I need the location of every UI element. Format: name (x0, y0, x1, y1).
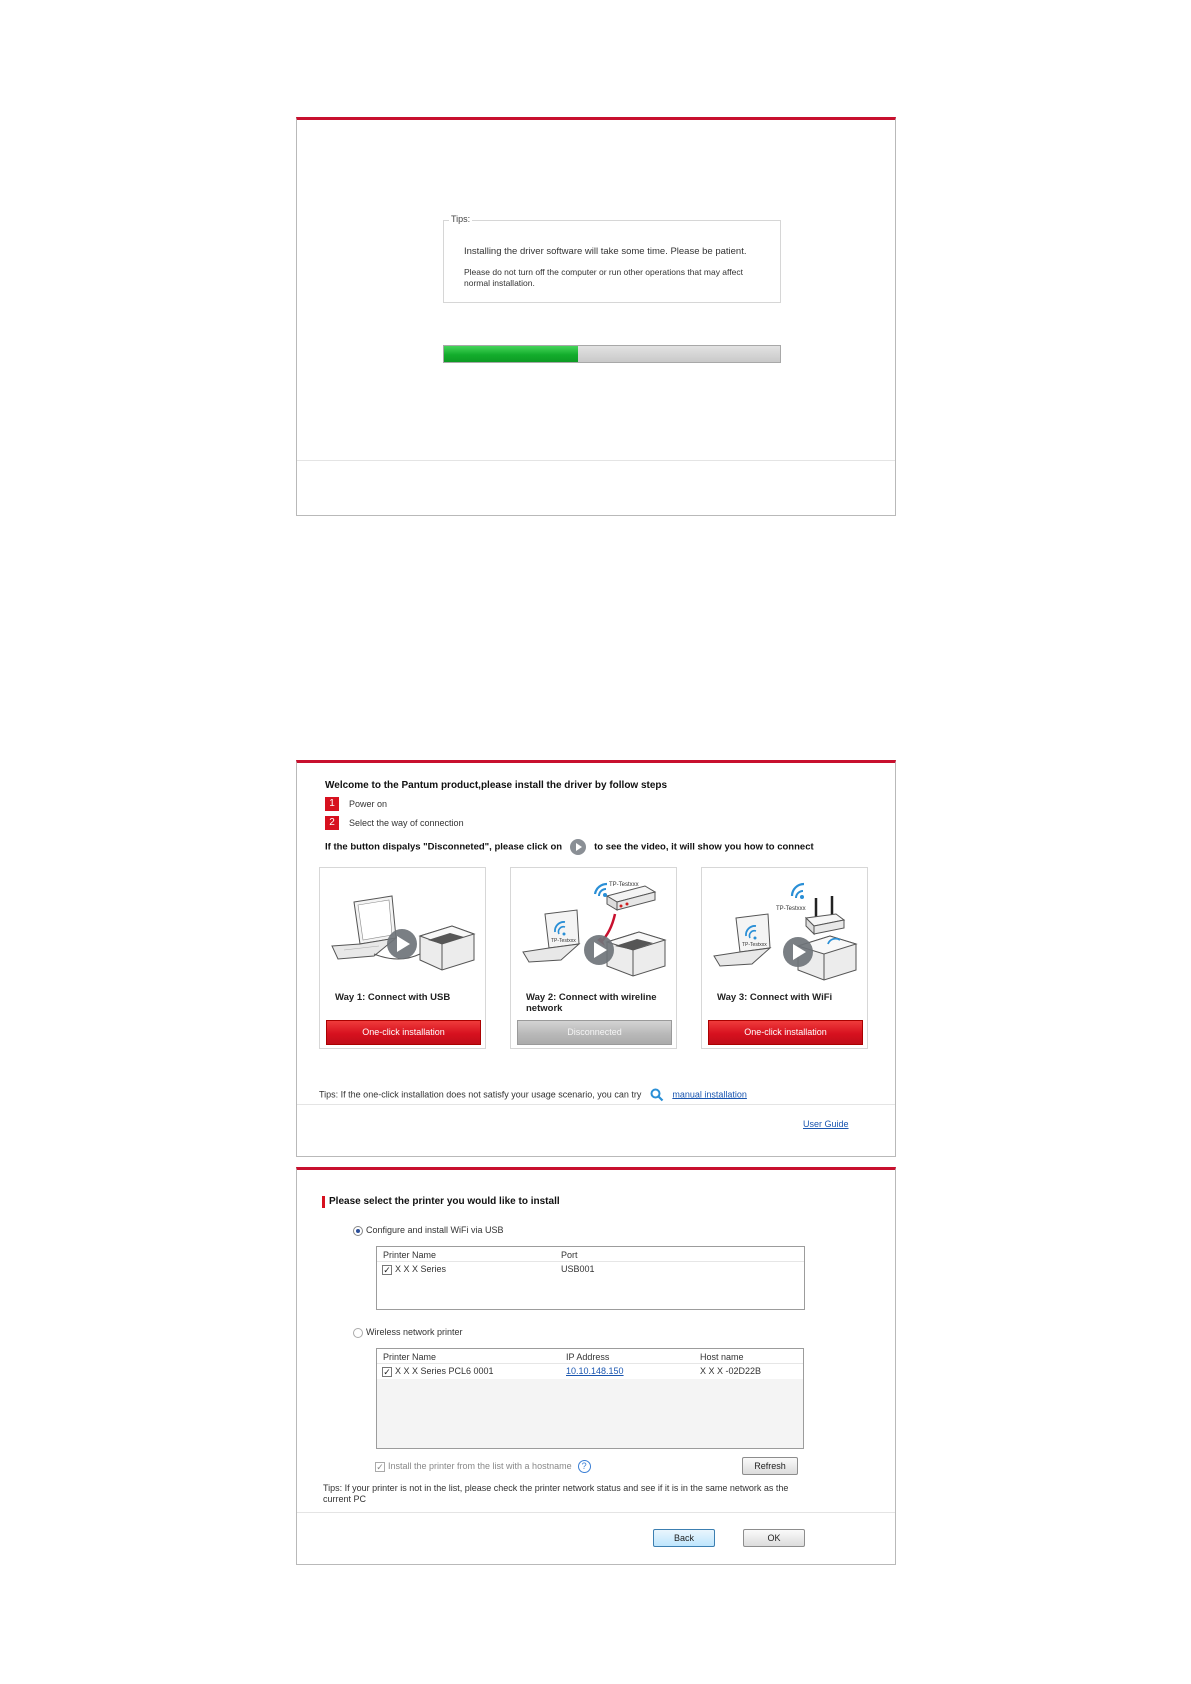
usb-connection-illustration[interactable] (324, 874, 481, 984)
footer-divider (297, 1104, 895, 1105)
port-cell: USB001 (561, 1264, 595, 1274)
way-wired-label: Way 2: Connect with wireline network (526, 992, 657, 1014)
usb-wifi-option[interactable] (353, 1225, 504, 1236)
step-label: Power on (349, 799, 388, 809)
search-icon (650, 1088, 664, 1102)
printer-select-dialog (296, 1167, 896, 1565)
install-progress-bar (443, 345, 781, 363)
table-row[interactable] (377, 1262, 804, 1277)
hostname-checkbox[interactable]: ✓ (376, 1461, 384, 1472)
usb-wifi-radio[interactable] (353, 1226, 363, 1236)
play-video-icon[interactable] (387, 929, 417, 959)
manual-install-tip-text: Tips: If the one-click installation does not satisfy your usage scenario, you can try (319, 1089, 642, 1100)
ok-button[interactable]: OK (743, 1529, 805, 1547)
table-row[interactable] (377, 1364, 803, 1379)
tips-patience-text: Installing the driver software will take some time. Please be patient. (464, 246, 747, 257)
wifi-icon (595, 884, 607, 897)
connection-select-dialog (296, 760, 896, 1157)
usb-printer-table (376, 1246, 805, 1310)
step-select-connection (325, 816, 464, 830)
footer-divider (297, 460, 895, 461)
way-usb-label: Way 1: Connect with USB (335, 992, 451, 1003)
way-usb-card (319, 867, 486, 1049)
step-power-on (325, 797, 387, 811)
printer-select-title: Please select the printer you would like to install (322, 1196, 560, 1208)
laptop-icon (523, 910, 579, 962)
refresh-button[interactable]: Refresh (742, 1457, 798, 1475)
video-hint-after: to see the video, it will show you how to connect (594, 841, 814, 853)
wired-disconnected-button[interactable]: Disconnected (517, 1020, 672, 1045)
table-header (377, 1247, 804, 1262)
back-button[interactable]: Back (653, 1529, 715, 1547)
column-header-host-name: Host name (700, 1352, 744, 1362)
video-hint-before: If the button dispalys "Disconneted", please click on (325, 841, 563, 853)
wifi-icon (792, 884, 804, 899)
router-label: TP-Testxxx (776, 906, 806, 912)
wireless-option[interactable] (353, 1327, 463, 1338)
user-guide-link[interactable]: User Guide (803, 1119, 849, 1129)
install-progress-dialog (296, 117, 896, 516)
hostname-install-option[interactable] (375, 1460, 591, 1473)
tips-box (443, 214, 781, 303)
table-header (377, 1349, 803, 1364)
printer-row-checkbox[interactable]: ✓ (383, 1264, 391, 1275)
wifi-connection-illustration[interactable] (706, 874, 863, 984)
tips-title: Tips: (451, 214, 471, 224)
way-wifi-card (701, 867, 868, 1049)
play-video-icon[interactable] (584, 935, 614, 965)
welcome-heading: Welcome to the Pantum product,please install the driver by follow steps (325, 780, 668, 791)
play-video-icon[interactable] (783, 937, 813, 967)
column-header-port: Port (561, 1250, 578, 1260)
router-icon (806, 896, 844, 934)
wireless-printer-table (376, 1348, 804, 1449)
printer-icon (420, 926, 474, 970)
printer-name-cell (382, 1366, 494, 1377)
ip-address-cell[interactable]: 10.10.148.150 (566, 1366, 624, 1376)
host-name-cell: X X X -02D22B (700, 1366, 762, 1376)
usb-wifi-option-label: Configure and install WiFi via USB (366, 1225, 504, 1235)
install-progress-fill (444, 346, 578, 362)
step-number-badge: 1 (325, 797, 339, 811)
laptop-icon (332, 896, 396, 959)
router-label: TP-Testxxx (609, 882, 639, 888)
laptop-ssid-label: TP-Testxxx (742, 942, 767, 948)
wireless-radio[interactable] (353, 1328, 363, 1338)
laptop-ssid-label: TP-Testxxx (551, 938, 576, 944)
video-hint (325, 839, 814, 855)
printer-name-text: X X X Series (395, 1264, 447, 1274)
printer-name-cell (382, 1264, 446, 1275)
printer-row-checkbox[interactable]: ✓ (383, 1366, 391, 1377)
wifi-one-click-install-button[interactable]: One-click installation (708, 1020, 863, 1045)
printer-list-tip: Tips: If your printer is not in the list, please check the printer network status and see if it is in the same network as the current PC (323, 1483, 789, 1504)
step-number-badge: 2 (325, 816, 339, 830)
manual-installation-link[interactable]: manual installation (672, 1089, 747, 1100)
hostname-option-label: Install the printer from the list with a hostname (388, 1460, 572, 1471)
column-header-ip-address: IP Address (566, 1352, 610, 1362)
printer-name-text: X X X Series PCL6 0001 (395, 1366, 494, 1376)
wireless-option-label: Wireless network printer (366, 1327, 463, 1337)
way-wired-card (510, 867, 677, 1049)
play-video-icon[interactable] (570, 839, 586, 855)
printer-icon (607, 932, 665, 976)
way-wifi-label: Way 3: Connect with WiFi (717, 992, 833, 1003)
wired-connection-illustration[interactable] (515, 874, 672, 984)
help-icon[interactable]: ? (578, 1460, 591, 1473)
manual-install-tip (319, 1088, 747, 1102)
footer-divider (297, 1512, 895, 1513)
step-label: Select the way of connection (349, 818, 464, 828)
column-header-printer-name: Printer Name (383, 1352, 437, 1362)
tips-warning-text: Please do not turn off the computer or run other operations that may affect normal installation. (464, 267, 743, 288)
laptop-icon (714, 914, 770, 966)
usb-one-click-install-button[interactable]: One-click installation (326, 1020, 481, 1045)
column-header-printer-name: Printer Name (383, 1250, 437, 1260)
router-icon (607, 886, 655, 910)
